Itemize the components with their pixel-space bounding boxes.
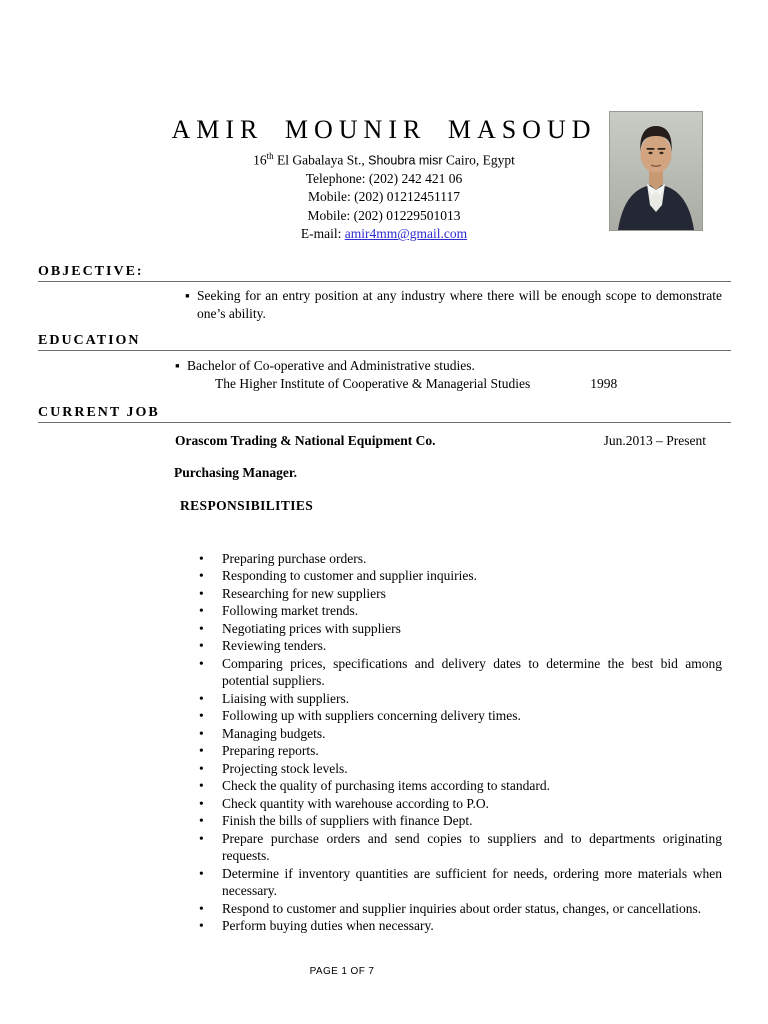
- current-job-section-heading: [38, 405, 731, 423]
- education-institute-row: [215, 375, 768, 393]
- responsibility-text: Projecting stock levels.: [222, 760, 348, 776]
- objective-heading-text: OBJECTIVE:: [38, 263, 144, 279]
- round-bullet-icon: •: [199, 638, 204, 654]
- round-bullet-icon: •: [199, 778, 204, 794]
- email-link[interactable]: amir4mm@gmail.com: [344, 226, 468, 242]
- responsibility-text: Liaising with suppliers.: [222, 690, 350, 706]
- company-name: Orascom Trading & National Equipment Co.: [175, 432, 436, 448]
- address-district: Shoubra misr: [368, 153, 443, 168]
- responsibility-text: Respond to customer and supplier inquiries about order status, changes, or cancellations.: [222, 900, 702, 916]
- round-bullet-icon: •: [199, 550, 204, 566]
- address-ordinal: th: [266, 151, 274, 161]
- round-bullet-icon: •: [199, 568, 204, 584]
- responsibility-text: Responding to customer and supplier inquiries.: [222, 568, 477, 584]
- responsibility-text: Check quantity with warehouse according to P.O.: [222, 795, 489, 811]
- education-section: [0, 333, 768, 393]
- address-number: 16: [253, 152, 267, 168]
- education-section-heading: [38, 333, 731, 351]
- round-bullet-icon: •: [199, 795, 204, 811]
- round-bullet-icon: •: [199, 708, 204, 724]
- responsibility-item: [199, 900, 722, 918]
- education-degree-item: [175, 357, 722, 375]
- responsibility-text: Reviewing tenders.: [222, 638, 327, 654]
- responsibility-text: Following up with suppliers concerning delivery times.: [222, 708, 521, 724]
- round-bullet-icon: •: [199, 620, 204, 636]
- responsibility-item: [199, 620, 722, 638]
- responsibility-text: Managing budgets.: [222, 725, 326, 741]
- portrait-photo: [610, 112, 702, 230]
- responsibility-item: [199, 707, 722, 725]
- round-bullet-icon: •: [199, 725, 204, 741]
- responsibility-item: [199, 742, 722, 760]
- objective-text: Seeking for an entry position at any industry where there will be enough scope to demonstrate one’s ability.: [197, 287, 722, 321]
- education-institute-text: The Higher Institute of Cooperative & Managerial Studies: [215, 375, 531, 391]
- objective-item: [185, 287, 722, 323]
- responsibility-item: [199, 567, 722, 585]
- responsibilities-heading: RESPONSIBILITIES: [180, 497, 314, 513]
- education-year: 1998: [590, 375, 618, 391]
- responsibility-text: Check the quality of purchasing items according to standard.: [222, 778, 551, 794]
- responsibility-item: [199, 812, 722, 830]
- round-bullet-icon: •: [199, 585, 204, 601]
- responsibility-item: [199, 690, 722, 708]
- responsibility-item: [199, 795, 722, 813]
- mobile-line-1: Mobile: (202) 01212451117: [308, 189, 460, 205]
- responsibility-text: Preparing purchase orders.: [222, 550, 367, 566]
- responsibility-text: Perform buying duties when necessary.: [222, 918, 434, 934]
- responsibility-item: [199, 760, 722, 778]
- round-bullet-icon: •: [199, 813, 204, 829]
- responsibility-item: [199, 777, 722, 795]
- mobile-line-2: Mobile: (202) 01229501013: [307, 207, 461, 223]
- page-number: PAGE 1 OF 7: [309, 966, 375, 977]
- responsibility-item: [199, 637, 722, 655]
- current-job-heading-text: CURRENT JOB: [38, 404, 160, 420]
- responsibility-item: [199, 917, 722, 935]
- education-degree-text: Bachelor of Co-operative and Administrative studies.: [187, 357, 475, 373]
- employment-period: Jun.2013 – Present: [603, 432, 706, 448]
- address-street: El Gabalaya St.,: [273, 152, 369, 168]
- job-title: Purchasing Manager.: [174, 464, 298, 480]
- responsibility-text: Preparing reports.: [222, 743, 319, 759]
- responsibility-text: Negotiating prices with suppliers: [222, 620, 401, 636]
- responsibility-item: [199, 602, 722, 620]
- email-label: E-mail:: [300, 226, 345, 242]
- round-bullet-icon: •: [199, 690, 204, 706]
- telephone-line: Telephone: (202) 242 421 06: [305, 170, 463, 186]
- responsibilities-list: [199, 550, 722, 935]
- round-bullet-icon: •: [199, 655, 204, 671]
- company-row: [175, 432, 722, 450]
- responsibility-text: Following market trends.: [222, 603, 359, 619]
- responsibility-text: Comparing prices, specifications and delivery dates to determine the best bid among potential suppliers.: [222, 655, 722, 689]
- round-bullet-icon: •: [199, 918, 204, 934]
- round-bullet-icon: •: [199, 830, 204, 846]
- responsibility-text: Determine if inventory quantities are sufficient for needs, ordering more materials when necessary.: [222, 865, 722, 899]
- page-footer: [0, 966, 684, 977]
- round-bullet-icon: •: [199, 743, 204, 759]
- current-job-section: [0, 405, 768, 935]
- responsibility-text: Finish the bills of suppliers with finance Dept.: [222, 813, 473, 829]
- responsibility-item: [199, 865, 722, 900]
- responsibility-item: [199, 585, 722, 603]
- round-bullet-icon: •: [199, 900, 204, 916]
- responsibility-text: Researching for new suppliers: [222, 585, 386, 601]
- objective-section: [0, 264, 768, 323]
- square-bullet-icon: ▪: [175, 357, 180, 373]
- round-bullet-icon: •: [199, 865, 204, 881]
- square-bullet-icon: ▪: [185, 287, 190, 303]
- candidate-name: AMIR MOUNIR MASOUD: [171, 115, 597, 144]
- responsibility-item: [199, 725, 722, 743]
- responsibility-item: [199, 655, 722, 690]
- objective-section-heading: [38, 264, 731, 282]
- education-heading-text: EDUCATION: [38, 332, 141, 348]
- responsibility-text: Prepare purchase orders and send copies to suppliers and to departments originating requests.: [222, 830, 722, 864]
- responsibility-item: [199, 550, 722, 568]
- round-bullet-icon: •: [199, 603, 204, 619]
- round-bullet-icon: •: [199, 760, 204, 776]
- address-city: Cairo, Egypt: [442, 152, 515, 168]
- responsibility-item: [199, 830, 722, 865]
